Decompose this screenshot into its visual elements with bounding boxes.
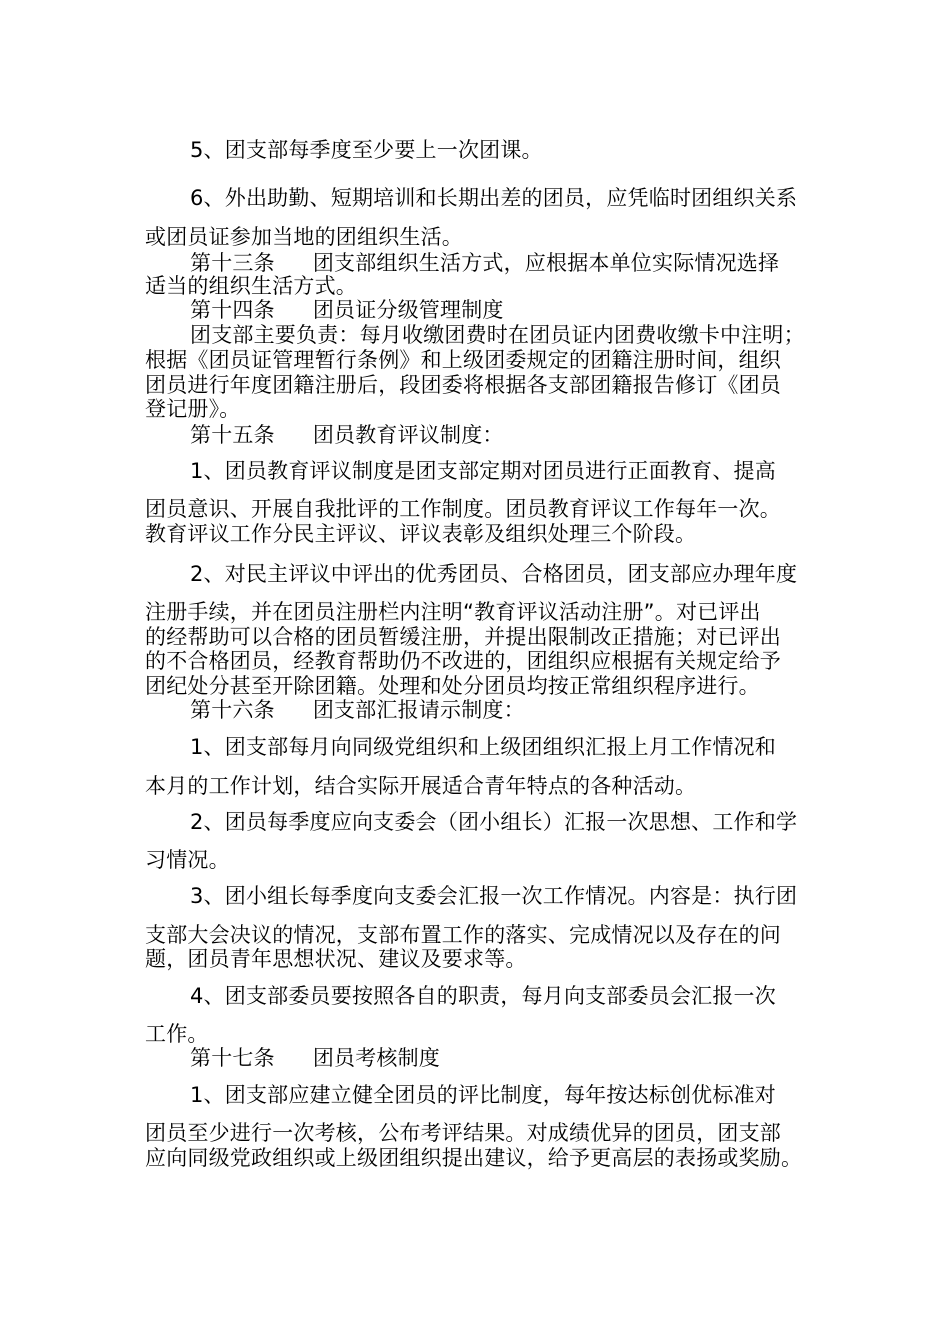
text-line: 1、团支部应建立健全团员的评比制度，每年按达标创优标准对 — [190, 1083, 776, 1107]
text-line: 注册手续，并在团员注册栏内注明“教育评议活动注册”。对已评出 — [145, 600, 761, 624]
article-line — [190, 1045, 440, 1071]
text-line: 的经帮助可以合格的团员暂缓注册，并提出限制改正措施；对已评出 — [145, 625, 781, 649]
article-text: 团员证分级管理制度 — [312, 298, 504, 322]
text-line: 2、团员每季度应向支委会（团小组长）汇报一次思想、工作和学 — [190, 810, 798, 834]
text-line: 团员至少进行一次考核，公布考评结果。对成绩优异的团员，团支部 — [145, 1121, 781, 1145]
text-line: 的不合格团员，经教育帮助仍不改进的，团组织应根据有关规定给予 — [145, 649, 781, 673]
text-line: 4、团支部委员要按照各自的职责，每月向支部委员会汇报一次 — [190, 984, 776, 1008]
text-line: 2、对民主评议中评出的优秀团员、合格团员，团支部应办理年度 — [190, 562, 798, 586]
article-number: 第十五条 — [190, 423, 275, 447]
text-line: 适当的组织生活方式。 — [145, 274, 357, 298]
text-line: 本月的工作计划，结合实际开展适合青年特点的各种活动。 — [145, 774, 697, 798]
article-text: 团员教育评议制度： — [312, 423, 504, 447]
text-line: 或团员证参加当地的团组织生活。 — [145, 225, 463, 249]
text-line: 团员进行年度团籍注册后，段团委将根据各支部团籍报告修订《团员 — [145, 373, 781, 397]
text-line: 1、团员教育评议制度是团支部定期对团员进行正面教育、提高 — [190, 459, 776, 483]
article-line — [190, 422, 504, 448]
text-line: 习情况。 — [145, 848, 230, 872]
article-number: 第十六条 — [190, 698, 275, 722]
text-line: 工作。 — [145, 1022, 209, 1046]
article-number: 第十三条 — [190, 251, 275, 275]
text-line: 题，团员青年思想状况、建议及要求等。 — [145, 947, 527, 971]
text-line: 3、团小组长每季度向支委会汇报一次工作情况。内容是：执行团 — [190, 884, 798, 908]
text-line: 登记册》。 — [145, 397, 241, 421]
text-line: 应向同级党政组织或上级团组织提出建议，给予更高层的表扬或奖励。 — [145, 1146, 803, 1170]
text-line: 团纪处分甚至开除团籍。处理和处分团员均按正常组织程序进行。 — [145, 674, 760, 698]
text-line: 根据《团员证管理暂行条例》和上级团委规定的团籍注册时间，组织 — [145, 348, 781, 372]
text-line: 6、外出助勤、短期培训和长期出差的团员，应凭临时团组织关系 — [190, 186, 798, 210]
text-line: 教育评议工作分民主评议、评议表彰及组织处理三个阶段。 — [145, 522, 697, 546]
text-line: 团员意识、开展自我批评的工作制度。团员教育评议工作每年一次。 — [145, 497, 781, 521]
text-line: 1、团支部每月向同级党组织和上级团组织汇报上月工作情况和 — [190, 735, 776, 759]
article-text: 团员考核制度 — [312, 1046, 441, 1070]
text-line: 5、团支部每季度至少要上一次团课。 — [190, 138, 543, 162]
article-number: 第十七条 — [190, 1046, 275, 1070]
text-line: 支部大会决议的情况，支部布置工作的落实、完成情况以及存在的问 — [145, 923, 781, 947]
article-number: 第十四条 — [190, 298, 275, 322]
article-line — [190, 697, 525, 723]
article-line — [190, 297, 504, 323]
text-line: 团支部主要负责：每月收缴团费时在团员证内团费收缴卡中注明； — [190, 323, 805, 347]
article-text: 团支部汇报请示制度： — [312, 698, 525, 722]
article-text: 团支部组织生活方式，应根据本单位实际情况选择 — [312, 251, 780, 275]
